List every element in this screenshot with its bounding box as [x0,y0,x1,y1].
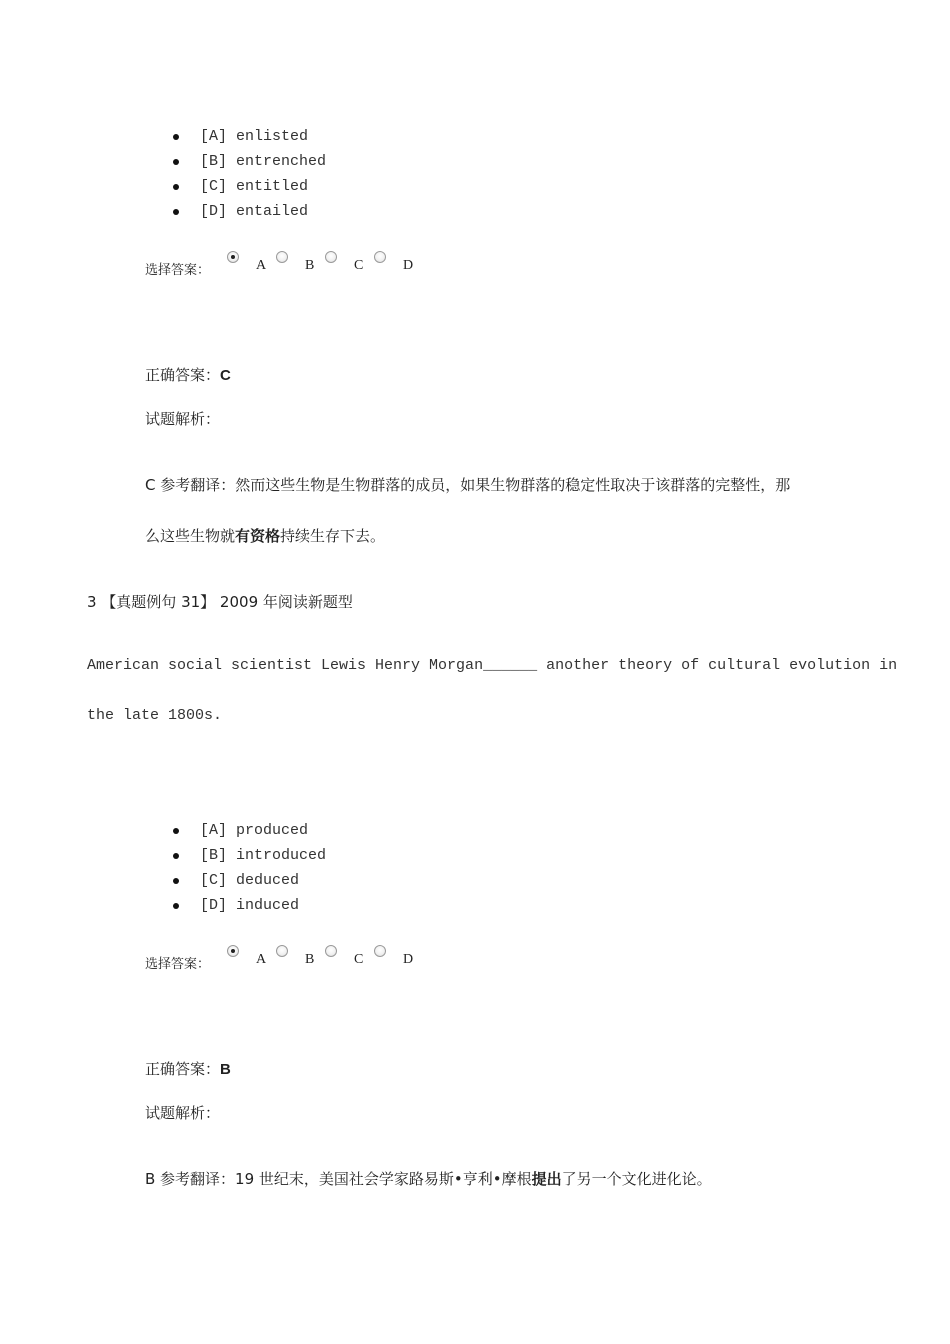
q3-radio-c[interactable] [325,945,337,957]
q2-radio-b[interactable] [276,251,288,263]
q2-option-b: [B] entrenched [200,153,327,170]
q2-correct-value: C [220,367,231,384]
q2-analysis-label: 试题解析： [145,410,221,428]
q2-translation-text-end: 持续生存下去。 [280,527,386,545]
q3-sentence-line2: the late 1800s. [87,707,223,724]
q2-radio-a-label: A [256,258,267,273]
q2-radio-a[interactable] [227,251,239,263]
q2-radio-d[interactable] [374,251,386,263]
q2-radio-c-label: C [354,258,364,273]
q2-radio-c[interactable] [325,251,337,263]
q3-radio-a-label: A [256,952,267,967]
q3-radio-d-label: D [403,952,414,967]
bullet [173,159,179,165]
q2-translation-line2 [145,525,385,546]
q3-correct-value: B [220,1061,231,1078]
q2-translation-text: 么这些生物就 [145,527,236,545]
q2-correct-prefix: 正确答案： [145,366,221,384]
q2-translation-highlight: 有资格 [235,527,281,545]
q3-heading: 3 【真题例句 31】 2009 年阅读新题型 [87,593,353,611]
q2-select-label: 选择答案： [145,263,211,278]
q2-option-d: [D] entailed [200,203,309,220]
q3-radio-c-label: C [354,952,364,967]
q3-option-b: [B] introduced [200,847,327,864]
q3-radio-b-label: B [305,952,315,967]
q3-option-a: [A] produced [200,822,309,839]
bullet [173,184,179,190]
q2-radio-d-label: D [403,258,414,273]
q3-correct-prefix: 正确答案： [145,1060,221,1078]
q3-correct-answer [145,1058,231,1079]
q3-select-label: 选择答案： [145,957,211,972]
q2-option-c: [C] entitled [200,178,309,195]
q3-translation [145,1168,712,1189]
q3-translation-text-end: 了另一个文化进化论。 [561,1170,712,1188]
bullet [173,828,179,834]
q3-sentence-line1: American social scientist Lewis Henry Morgan______ another theory of cultural evolution in [87,657,898,674]
q3-translation-text: B 参考翻译：19 世纪末，美国社会学家路易斯•亨利•摩根 [145,1170,532,1188]
bullet [173,134,179,140]
bullet [173,903,179,909]
q3-radio-b[interactable] [276,945,288,957]
q2-option-a: [A] enlisted [200,128,309,145]
bullet [173,853,179,859]
q2-radio-b-label: B [305,258,315,273]
q3-radio-d[interactable] [374,945,386,957]
q3-radio-a[interactable] [227,945,239,957]
q3-option-d: [D] induced [200,897,300,914]
q3-analysis-label: 试题解析： [145,1104,221,1122]
q3-option-c: [C] deduced [200,872,300,889]
bullet [173,878,179,884]
bullet [173,209,179,215]
q3-translation-highlight: 提出 [531,1170,562,1188]
q2-correct-answer [145,364,231,385]
q2-translation-line1: C 参考翻译：然而这些生物是生物群落的成员，如果生物群落的稳定性取决于该群落的完整性，那 [145,476,791,494]
